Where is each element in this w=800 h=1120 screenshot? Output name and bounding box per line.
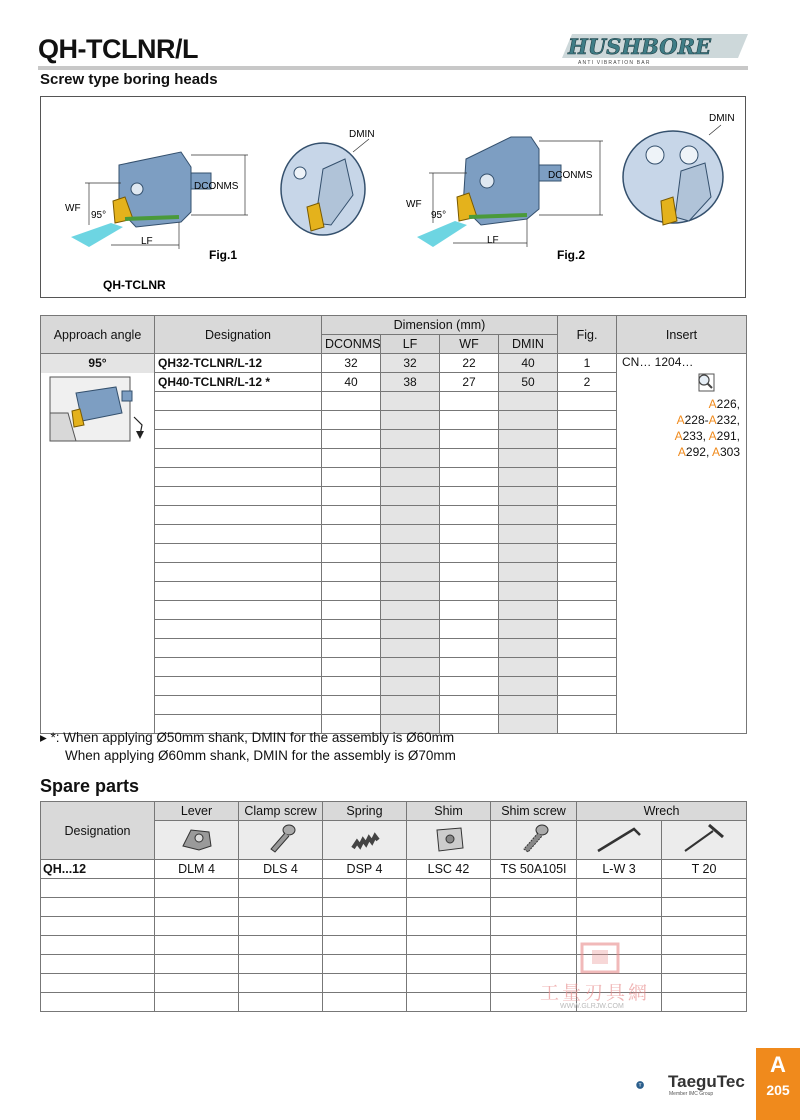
spring-cell: DSP 4	[323, 860, 407, 879]
table-row	[41, 354, 747, 373]
taegutec-subtitle: Member IMC Group	[669, 1091, 714, 1097]
magnifier-book-icon	[695, 371, 717, 393]
clamp-screw-header: Clamp screw	[239, 802, 323, 821]
fig2-caption: Fig.2	[557, 248, 586, 262]
lever-header: Lever	[155, 802, 239, 821]
fig1-dconms-label: DCONMS	[194, 181, 239, 192]
svg-text:T: T	[638, 1082, 642, 1088]
approach-illustration	[46, 373, 150, 453]
wf-cell: 27	[440, 373, 499, 392]
footnote-line-2: When applying Ø60mm shank, DMIN for the assembly is Ø70mm	[65, 748, 456, 763]
dconms-cell: 32	[322, 354, 381, 373]
fig1-lf-label: LF	[141, 236, 153, 247]
fig2-lf-label: LF	[487, 235, 499, 246]
insert-ref-1: A226,	[708, 397, 740, 411]
dmin-header: DMIN	[499, 335, 558, 354]
page-subtitle: Screw type boring heads	[40, 71, 218, 88]
dconms-cell: 40	[322, 373, 381, 392]
lever-icon	[179, 824, 215, 854]
clamp-screw-cell: DLS 4	[239, 860, 323, 879]
wrench-header: Wrech	[577, 802, 747, 821]
l-wrench-icon	[594, 823, 644, 855]
taegutec-wordmark: TaeguTec	[668, 1072, 745, 1091]
fig-cell: 2	[558, 373, 617, 392]
shim-header: Shim	[407, 802, 491, 821]
fig1-angle-label: 95°	[91, 210, 107, 221]
fig-header: Fig.	[558, 316, 617, 354]
figures-drawing	[41, 97, 745, 297]
designation-table	[40, 315, 747, 734]
fig2-dmin-label: DMIN	[709, 113, 735, 124]
page-tab	[756, 1048, 800, 1120]
fig1-dmin-label: DMIN	[349, 129, 375, 140]
lever-cell: DLM 4	[155, 860, 239, 879]
clamp-screw-image-cell	[239, 821, 323, 860]
dmin-cell: 50	[499, 373, 558, 392]
lever-image-cell	[155, 821, 239, 860]
approach-angle-header: Approach angle	[41, 316, 155, 354]
designation-cell: QH32-TCLNR/L-12	[155, 354, 322, 373]
empty-row	[41, 917, 747, 936]
fig1-side-view	[71, 152, 248, 249]
fig2-side-view	[417, 137, 603, 247]
watermark-url: WWW.GLRJW.COM	[560, 1003, 624, 1010]
fig1-wf-label: WF	[65, 203, 81, 214]
insert-ref-2: A228-A232,	[676, 413, 740, 427]
shim-screw-header: Shim screw	[491, 802, 577, 821]
l-wrench-image-cell	[577, 821, 662, 860]
approach-illustration-cell	[41, 373, 155, 734]
table-row	[41, 860, 747, 879]
insert-references	[622, 396, 743, 460]
t-wrench-cell: T 20	[662, 860, 747, 879]
fig-cell: 1	[558, 354, 617, 373]
watermark-text: 工量刃具網	[540, 982, 651, 1004]
lf-cell: 32	[381, 354, 440, 373]
t-wrench-icon	[679, 823, 729, 855]
wf-cell: 22	[440, 354, 499, 373]
spring-header: Spring	[323, 802, 407, 821]
lf-header: LF	[381, 335, 440, 354]
taegutec-logo	[636, 1069, 666, 1101]
brand-tagline: ANTI VIBRATION BAR	[578, 60, 651, 66]
dimension-header: Dimension (mm)	[322, 316, 558, 335]
insert-code: CN… 1204…	[622, 355, 694, 369]
insert-cell	[617, 354, 747, 734]
fig2-wf-label: WF	[406, 199, 422, 210]
shim-cell: LSC 42	[407, 860, 491, 879]
spare-parts-title: Spare parts	[40, 776, 140, 796]
brand-text: HUSHBORE	[568, 34, 712, 59]
empty-row	[41, 898, 747, 917]
page-title: QH-TCLNR/L	[38, 34, 198, 64]
title-rule	[38, 66, 748, 70]
fig2-angle-label: 95°	[431, 210, 447, 221]
l-wrench-cell: L-W 3	[577, 860, 662, 879]
designation-cell: QH40-TCLNR/L-12 *	[155, 373, 322, 392]
fig2-front-view	[623, 125, 723, 225]
shim-icon	[431, 824, 467, 854]
shim-image-cell	[407, 821, 491, 860]
shim-screw-icon	[516, 823, 552, 855]
dmin-cell: 40	[499, 354, 558, 373]
insert-ref-3: A233, A291,	[674, 429, 740, 443]
spring-icon	[347, 824, 383, 854]
designation-header: Designation	[155, 316, 322, 354]
fig1-front-view	[281, 139, 369, 235]
approach-angle-value: 95°	[41, 354, 155, 373]
page-number: 205	[766, 1082, 790, 1098]
shim-screw-image-cell	[491, 821, 577, 860]
empty-row	[41, 879, 747, 898]
lf-cell: 38	[381, 373, 440, 392]
footnote	[40, 729, 456, 765]
insert-header: Insert	[617, 316, 747, 354]
section-letter: A	[770, 1052, 786, 1077]
wf-header: WF	[440, 335, 499, 354]
shim-screw-cell: TS 50A105I	[491, 860, 577, 879]
fig2-dconms-label: DCONMS	[548, 170, 593, 181]
t-wrench-image-cell	[662, 821, 747, 860]
series-label: QH-TCLNR	[103, 278, 166, 292]
clamp-screw-icon	[263, 823, 299, 855]
footnote-line-1: ▸ *: When applying Ø50mm shank, DMIN for the assembly is Ø60mm	[40, 730, 455, 745]
spare-designation-cell: QH...12	[41, 860, 155, 879]
fig1-caption: Fig.1	[209, 248, 238, 262]
figure-box	[40, 96, 746, 298]
dconms-header: DCONMS	[322, 335, 381, 354]
spring-image-cell	[323, 821, 407, 860]
spare-designation-header: Designation	[41, 802, 155, 860]
insert-ref-4: A292, A303	[677, 445, 740, 459]
